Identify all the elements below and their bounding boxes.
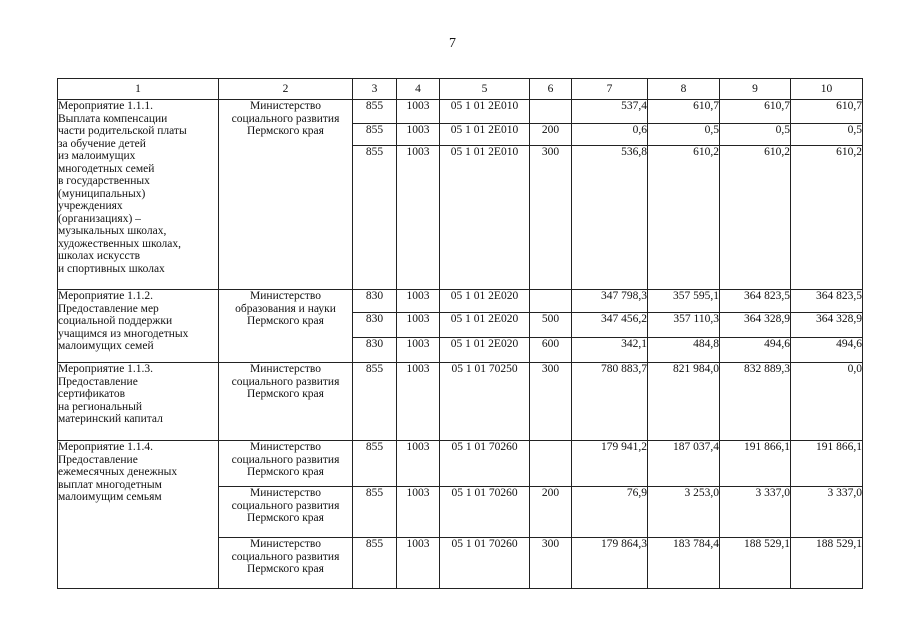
cell-amount: 494,6 <box>720 338 791 363</box>
page-number: 7 <box>449 36 456 51</box>
cell-amount: 537,4 <box>572 100 648 124</box>
cell-amount: 494,6 <box>791 338 863 363</box>
header-cell: 5 <box>440 79 530 100</box>
cell-section-code: 1003 <box>397 441 440 487</box>
cell-amount: 357 110,3 <box>648 313 720 338</box>
cell-target-article: 05 1 01 2Е010 <box>440 100 530 124</box>
cell-ministry-code: 855 <box>353 487 397 538</box>
cell-target-article: 05 1 01 2Е020 <box>440 338 530 363</box>
cell-amount: 179 941,2 <box>572 441 648 487</box>
cell-amount: 183 784,4 <box>648 538 720 589</box>
table-row <box>58 290 863 313</box>
cell-amount: 342,1 <box>572 338 648 363</box>
cell-amount: 3 253,0 <box>648 487 720 538</box>
cell-amount: 364 328,9 <box>791 313 863 338</box>
header-cell: 3 <box>353 79 397 100</box>
organization-cell: Министерство социального развития Пермского края <box>219 487 353 538</box>
cell-amount: 3 337,0 <box>791 487 863 538</box>
cell-amount: 364 823,5 <box>791 290 863 313</box>
cell-amount: 364 823,5 <box>720 290 791 313</box>
cell-amount: 187 037,4 <box>648 441 720 487</box>
cell-expense-type: 300 <box>530 363 572 441</box>
cell-amount: 484,8 <box>648 338 720 363</box>
table-row <box>58 363 863 441</box>
cell-section-code: 1003 <box>397 363 440 441</box>
cell-amount: 364 328,9 <box>720 313 791 338</box>
cell-target-article: 05 1 01 2Е020 <box>440 290 530 313</box>
cell-section-code: 1003 <box>397 146 440 290</box>
cell-section-code: 1003 <box>397 290 440 313</box>
cell-ministry-code: 855 <box>353 124 397 146</box>
cell-section-code: 1003 <box>397 100 440 124</box>
header-cell: 7 <box>572 79 648 100</box>
cell-amount: 191 866,1 <box>720 441 791 487</box>
cell-target-article: 05 1 01 2Е020 <box>440 313 530 338</box>
header-cell: 10 <box>791 79 863 100</box>
cell-ministry-code: 855 <box>353 538 397 589</box>
cell-expense-type: 300 <box>530 538 572 589</box>
cell-expense-type: 200 <box>530 487 572 538</box>
cell-target-article: 05 1 01 70250 <box>440 363 530 441</box>
table-row <box>58 100 863 124</box>
cell-ministry-code: 830 <box>353 338 397 363</box>
header-row <box>58 79 863 100</box>
cell-amount: 610,7 <box>648 100 720 124</box>
cell-amount: 347 798,3 <box>572 290 648 313</box>
budget-table <box>57 78 863 589</box>
cell-expense-type: 500 <box>530 313 572 338</box>
header-cell: 8 <box>648 79 720 100</box>
cell-section-code: 1003 <box>397 313 440 338</box>
cell-amount: 610,2 <box>791 146 863 290</box>
cell-amount: 780 883,7 <box>572 363 648 441</box>
cell-amount: 0,5 <box>791 124 863 146</box>
cell-expense-type <box>530 441 572 487</box>
organization-cell: Министерство социального развития Пермского края <box>219 363 353 441</box>
cell-amount: 821 984,0 <box>648 363 720 441</box>
cell-amount: 610,2 <box>720 146 791 290</box>
cell-ministry-code: 855 <box>353 100 397 124</box>
organization-cell: Министерство социального развития Пермского края <box>219 538 353 589</box>
cell-amount: 536,8 <box>572 146 648 290</box>
measure-description: Мероприятие 1.1.2. Предоставление мер социальной поддержки учащимся из многодетных малоимущих семей <box>58 290 219 363</box>
cell-expense-type: 300 <box>530 146 572 290</box>
header-cell: 4 <box>397 79 440 100</box>
organization-cell: Министерство образования и науки Пермского края <box>219 290 353 363</box>
cell-amount: 610,7 <box>791 100 863 124</box>
header-cell: 6 <box>530 79 572 100</box>
cell-ministry-code: 855 <box>353 441 397 487</box>
measure-description: Мероприятие 1.1.1. Выплата компенсации части родительской платы за обучение детей из малоимущих многодетных семей в государственных (муниципальных) учреждениях (организациях) – музыкальных школах, художественных школах, школах искусств и спортивных школах <box>58 100 219 290</box>
cell-amount: 0,5 <box>648 124 720 146</box>
header-cell: 2 <box>219 79 353 100</box>
cell-amount: 76,9 <box>572 487 648 538</box>
cell-amount: 347 456,2 <box>572 313 648 338</box>
header-cell: 9 <box>720 79 791 100</box>
cell-amount: 610,2 <box>648 146 720 290</box>
cell-ministry-code: 855 <box>353 363 397 441</box>
cell-section-code: 1003 <box>397 338 440 363</box>
cell-amount: 832 889,3 <box>720 363 791 441</box>
table-row <box>58 441 863 487</box>
cell-ministry-code: 855 <box>353 146 397 290</box>
cell-amount: 188 529,1 <box>791 538 863 589</box>
cell-target-article: 05 1 01 2Е010 <box>440 146 530 290</box>
measure-description: Мероприятие 1.1.4. Предоставление ежемесячных денежных выплат многодетным малоимущим семьям <box>58 441 219 589</box>
cell-section-code: 1003 <box>397 487 440 538</box>
cell-amount: 0,6 <box>572 124 648 146</box>
cell-amount: 188 529,1 <box>720 538 791 589</box>
cell-expense-type: 600 <box>530 338 572 363</box>
organization-cell: Министерство социального развития Пермского края <box>219 441 353 487</box>
cell-expense-type <box>530 100 572 124</box>
cell-amount: 179 864,3 <box>572 538 648 589</box>
cell-amount: 3 337,0 <box>720 487 791 538</box>
cell-ministry-code: 830 <box>353 313 397 338</box>
cell-section-code: 1003 <box>397 538 440 589</box>
cell-amount: 191 866,1 <box>791 441 863 487</box>
header-cell: 1 <box>58 79 219 100</box>
cell-amount: 357 595,1 <box>648 290 720 313</box>
cell-ministry-code: 830 <box>353 290 397 313</box>
cell-amount: 0,0 <box>791 363 863 441</box>
cell-target-article: 05 1 01 2Е010 <box>440 124 530 146</box>
organization-cell: Министерство социального развития Пермского края <box>219 100 353 290</box>
cell-target-article: 05 1 01 70260 <box>440 538 530 589</box>
cell-section-code: 1003 <box>397 124 440 146</box>
cell-amount: 610,7 <box>720 100 791 124</box>
cell-amount: 0,5 <box>720 124 791 146</box>
cell-expense-type: 200 <box>530 124 572 146</box>
cell-target-article: 05 1 01 70260 <box>440 487 530 538</box>
measure-description: Мероприятие 1.1.3. Предоставление сертификатов на региональный материнский капитал <box>58 363 219 441</box>
cell-expense-type <box>530 290 572 313</box>
cell-target-article: 05 1 01 70260 <box>440 441 530 487</box>
